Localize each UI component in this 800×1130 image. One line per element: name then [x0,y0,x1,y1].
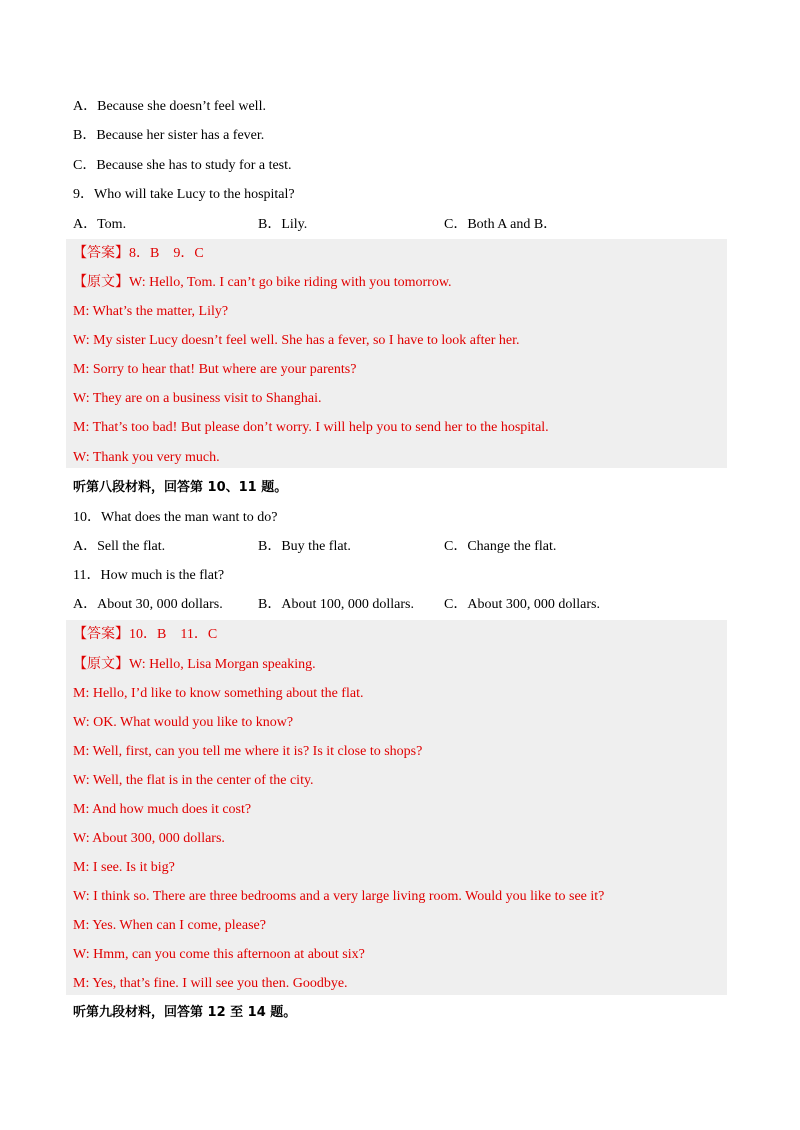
q9-option-b: B．Lily. [258,217,308,232]
transcript-1-line-3: W: My sister Lucy doesn’t feel well. She has a fever, so I have to look after her. [73,333,520,348]
q8-option-c: C．Because she has to study for a test. [73,158,292,173]
q11-option-a: A．About 30, 000 dollars. [73,597,223,612]
transcript-2-line-11: W: Hmm, can you come this afternoon at about six? [73,947,365,962]
transcript-2-line-3: W: OK. What would you like to know? [73,715,294,730]
transcript-2-line-7: W: About 300, 000 dollars. [73,831,225,846]
transcript-1-line-6: M: That’s too bad! But please don’t worry. I will help you to send her to the hospital. [73,420,549,435]
transcript-1-line-1: 【原文】W: Hello, Tom. I can’t go bike riding with you tomorrow. [73,275,452,290]
transcript-1-line-4: M: Sorry to hear that! But where are your parents? [73,362,357,377]
section-heading-9: 听第九段材料，回答第 12 至 14 题。 [73,1005,297,1020]
transcript-1-line-5: W: They are on a business visit to Shanghai. [73,391,322,406]
q9-option-a: A．Tom. [73,217,127,232]
q11-question: 11．How much is the flat? [73,568,225,583]
transcript-label: 【原文】 [73,657,129,672]
q11-option-b: B．About 100, 000 dollars. [258,597,414,612]
transcript-2-line-4: M: Well, first, can you tell me where it is? Is it close to shops? [73,744,423,759]
transcript-2-line-2: M: Hello, I’d like to know something about the flat. [73,686,364,701]
q11-option-c: C．About 300, 000 dollars. [444,597,600,612]
q10-option-a: A．Sell the flat. [73,539,166,554]
section-heading-8: 听第八段材料，回答第 10、11 题。 [73,480,288,495]
answer-1: 【答案】8．B 9．C [73,246,204,261]
transcript-label: 【原文】 [73,275,129,290]
q11-options [73,590,673,619]
transcript-2-line-6: M: And how much does it cost? [73,802,252,817]
q10-option-c: C．Change the flat. [444,539,557,554]
q9-option-c: C．Both A and B． [444,217,558,232]
transcript-1-line-2: M: What’s the matter, Lily? [73,304,229,319]
transcript-2-line-5: W: Well, the flat is in the center of the city. [73,773,314,788]
transcript-2-line-12: M: Yes, that’s fine. I will see you then. Goodbye. [73,976,348,991]
transcript-2-line-1: 【原文】W: Hello, Lisa Morgan speaking. [73,657,316,672]
q9-question: 9．Who will take Lucy to the hospital? [73,187,295,202]
q10-options [73,532,673,561]
q8-option-a: A．Because she doesn’t feel well. [73,99,266,114]
transcript-1-line-7: W: Thank you very much. [73,450,220,465]
transcript-2-line-9: W: I think so. There are three bedrooms and a very large living room. Would you like to see it? [73,889,605,904]
answer-2: 【答案】10．B 11．C [73,627,218,642]
q10-question: 10．What does the man want to do? [73,510,278,525]
transcript-2-line-8: M: I see. Is it big? [73,860,175,875]
q9-options [73,210,673,239]
q8-option-b: B．Because her sister has a fever. [73,128,265,143]
q10-option-b: B．Buy the flat. [258,539,351,554]
transcript-2-line-10: M: Yes. When can I come, please? [73,918,266,933]
